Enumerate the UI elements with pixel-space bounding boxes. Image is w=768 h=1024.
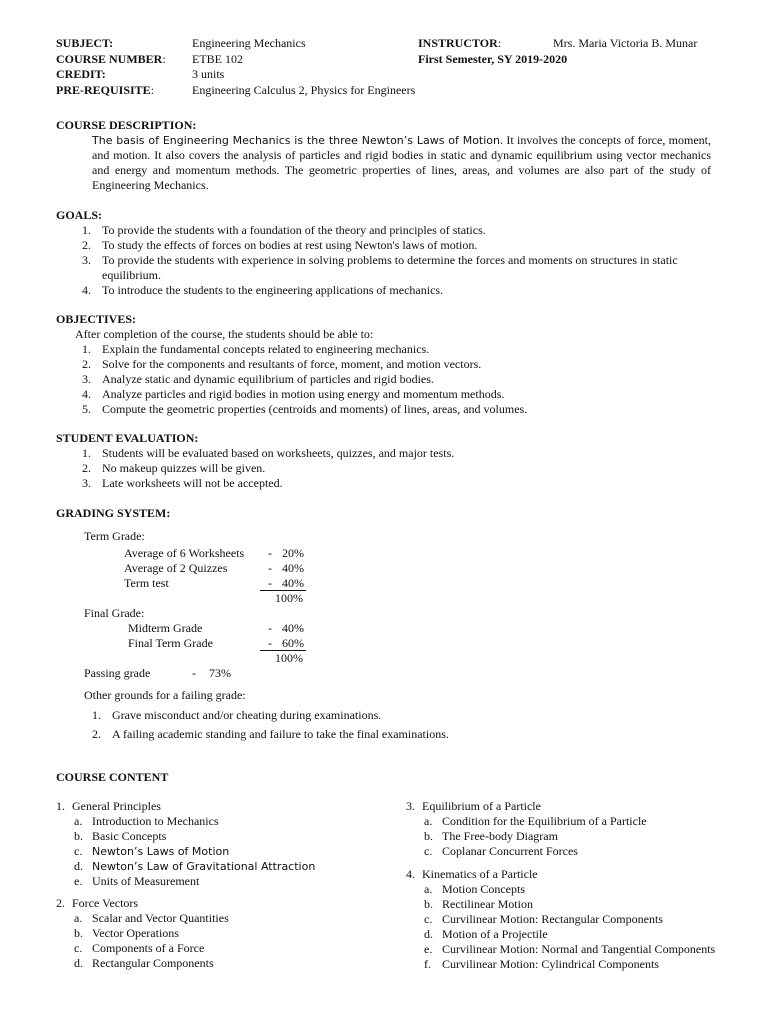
instructor-value: Mrs. Maria Victoria B. Munar xyxy=(553,36,698,50)
topic-title: Equilibrium of a Particle xyxy=(422,799,541,813)
topic-title-row xyxy=(56,896,386,911)
list-item xyxy=(82,461,712,476)
passing-grade-dash: - xyxy=(192,666,196,680)
subtopic-item xyxy=(406,829,726,844)
subtopic-letter: c. xyxy=(424,912,433,926)
subtopic-text: Condition for the Equilibrium of a Particle xyxy=(442,814,647,828)
subtopic-item xyxy=(56,941,386,956)
topic-number: 1. xyxy=(56,799,65,813)
subtopic-letter: d. xyxy=(74,956,83,970)
subtopic-text: Vector Operations xyxy=(92,926,179,940)
topic-title: Force Vectors xyxy=(72,896,139,910)
list-item xyxy=(82,387,712,402)
objectives-heading: OBJECTIVES: xyxy=(56,312,137,326)
content-heading: COURSE CONTENT xyxy=(56,770,169,784)
subtopic-item xyxy=(56,874,386,889)
term-item-pct: 20% xyxy=(282,546,304,560)
subtopic-letter: d. xyxy=(74,859,83,873)
subject-label: SUBJECT: xyxy=(56,36,114,50)
subtopic-letter: b. xyxy=(74,829,83,843)
subtopic-letter: d. xyxy=(424,927,433,941)
list-item-text: Late worksheets will not be accepted. xyxy=(102,476,283,490)
subtopic-letter: a. xyxy=(74,814,83,828)
subject-value: Engineering Mechanics xyxy=(192,36,306,50)
topic-number: 2. xyxy=(56,896,65,910)
course-number-label-group xyxy=(56,52,166,67)
topic-general-principles xyxy=(56,799,386,889)
list-item-number: 5. xyxy=(82,402,91,416)
subtopic-item xyxy=(406,957,726,972)
subtopic-text: Introduction to Mechanics xyxy=(92,814,219,828)
description-rest: . It involves the concepts of force, moment, and motion. It also covers the analysis of particles and rigid bodies in static and dynamic equilibrium using vector mechanics and energy and momentum methods. The geometric properties of lines, areas, and volumes are also part of the study of Engineering Mechanics. xyxy=(92,133,711,192)
course-number-colon: : xyxy=(162,52,166,66)
list-item xyxy=(82,342,712,357)
list-item-number: 2. xyxy=(82,238,91,252)
instructor-colon: : xyxy=(497,36,502,50)
passing-grade-label: Passing grade xyxy=(84,666,151,680)
topic-title: General Principles xyxy=(72,799,161,813)
final-item-pct: 60% xyxy=(282,636,304,650)
credit-value: 3 units xyxy=(192,67,225,81)
topic-force-vectors xyxy=(56,896,386,971)
subtopic-letter: a. xyxy=(424,882,433,896)
subtopic-text: Newton’s Laws of Motion xyxy=(92,845,230,858)
subtopic-text: Motion Concepts xyxy=(442,882,525,896)
failing-intro: Other grounds for a failing grade: xyxy=(84,688,246,702)
subtopic-letter: e. xyxy=(74,874,83,888)
list-item-text: Compute the geometric properties (centroids and moments) of lines, areas, and volumes. xyxy=(102,402,528,416)
subtopic-text: Curvilinear Motion: Cylindrical Components xyxy=(442,957,659,971)
list-item-text: To provide the students with experience in solving problems to determine the forces and moments on structures in static equilibrium. xyxy=(102,253,678,282)
prereq-colon: : xyxy=(150,83,155,97)
list-item-text: Solve for the components and resultants of force, moment, and motion vectors. xyxy=(102,357,482,371)
subtopic-item xyxy=(56,844,386,859)
subtopic-text: Scalar and Vector Quantities xyxy=(92,911,229,925)
term-item-dash: - xyxy=(268,561,272,575)
subtopic-item xyxy=(406,844,726,859)
list-item-number: 1. xyxy=(92,708,101,722)
topic-number: 4. xyxy=(406,867,415,881)
passing-grade-value: 73% xyxy=(209,666,231,680)
final-item-dash: - xyxy=(268,636,272,650)
list-item-number: 3. xyxy=(82,253,91,267)
list-item-text: To provide the students with a foundation of the theory and principles of statics. xyxy=(102,223,486,237)
subtopic-letter: f. xyxy=(424,957,431,971)
list-item-number: 1. xyxy=(82,342,91,356)
subtopic-item xyxy=(406,897,726,912)
subtopic-text: The Free-body Diagram xyxy=(442,829,558,843)
objectives-intro: After completion of the course, the students should be able to: xyxy=(75,327,374,341)
subtopic-text: Curvilinear Motion: Normal and Tangential Components xyxy=(442,942,716,956)
evaluation-list xyxy=(82,446,712,491)
subtopic-item xyxy=(56,859,386,874)
subtopic-letter: a. xyxy=(74,911,83,925)
list-item xyxy=(82,357,712,372)
list-item xyxy=(92,708,692,723)
list-item-text: Explain the fundamental concepts related to engineering mechanics. xyxy=(102,342,430,356)
topic-number: 3. xyxy=(406,799,415,813)
subtopic-text: Rectilinear Motion xyxy=(442,897,533,911)
topic-title-row xyxy=(406,799,726,814)
list-item-number: 4. xyxy=(82,387,91,401)
list-item xyxy=(82,372,712,387)
list-item-number: 2. xyxy=(92,727,101,741)
topic-title-row xyxy=(56,799,386,814)
goals-list xyxy=(82,223,712,298)
list-item-number: 2. xyxy=(82,357,91,371)
final-total: 100% xyxy=(275,651,303,665)
subtopic-text: Curvilinear Motion: Rectangular Components xyxy=(442,912,663,926)
subtopic-letter: b. xyxy=(424,829,433,843)
list-item xyxy=(82,238,712,253)
list-item-text: Analyze particles and rigid bodies in motion using energy and momentum methods. xyxy=(102,387,505,401)
subtopic-text: Newton’s Law of Gravitational Attraction xyxy=(92,860,316,873)
term-item-dash: - xyxy=(268,546,272,560)
list-item-text: Analyze static and dynamic equilibrium of particles and rigid bodies. xyxy=(102,372,434,386)
list-item-number: 3. xyxy=(82,372,91,386)
grading-heading: GRADING SYSTEM: xyxy=(56,506,171,520)
subtopic-item xyxy=(56,926,386,941)
subtopic-item xyxy=(56,956,386,971)
subtopic-text: Basic Concepts xyxy=(92,829,167,843)
instructor-label: INSTRUCTOR xyxy=(418,36,498,50)
list-item xyxy=(82,223,712,238)
description-heading: COURSE DESCRIPTION: xyxy=(56,118,197,132)
subtopic-item xyxy=(406,882,726,897)
topic-title-row xyxy=(406,867,726,882)
failing-list xyxy=(92,708,692,746)
objectives-list xyxy=(82,342,712,417)
subtopic-letter: a. xyxy=(424,814,433,828)
final-item-label: Final Term Grade xyxy=(128,636,213,650)
subtopic-letter: e. xyxy=(424,942,433,956)
term-item-label: Average of 2 Quizzes xyxy=(124,561,228,575)
list-item-number: 2. xyxy=(82,461,91,475)
term-item-pct: 40% xyxy=(282,576,304,590)
term-item-label: Term test xyxy=(124,576,169,590)
list-item-text: To study the effects of forces on bodies at rest using Newton's laws of motion. xyxy=(102,238,478,252)
subtopic-text: Motion of a Projectile xyxy=(442,927,548,941)
subtopic-letter: b. xyxy=(74,926,83,940)
final-grade-label: Final Grade: xyxy=(84,606,145,620)
list-item xyxy=(82,253,712,283)
subtopic-letter: b. xyxy=(424,897,433,911)
term-item-pct: 40% xyxy=(282,561,304,575)
description-paragraph xyxy=(92,133,711,193)
course-number-label: COURSE NUMBER xyxy=(56,52,163,66)
list-item xyxy=(82,283,712,298)
prereq-label: PRE-REQUISITE xyxy=(56,83,151,97)
subtopic-text: Units of Measurement xyxy=(92,874,200,888)
description-lead: The basis of Engineering Mechanics is the three Newton’s Laws of Motion xyxy=(92,134,500,147)
topic-title: Kinematics of a Particle xyxy=(422,867,538,881)
subtopic-text: Components of a Force xyxy=(92,941,205,955)
subtopic-item xyxy=(406,942,726,957)
list-item-text: Students will be evaluated based on worksheets, quizzes, and major tests. xyxy=(102,446,455,460)
final-item-label: Midterm Grade xyxy=(128,621,203,635)
subtopic-letter: c. xyxy=(74,941,83,955)
semester: First Semester, SY 2019-2020 xyxy=(418,52,568,66)
term-total: 100% xyxy=(275,591,303,605)
course-number-value: ETBE 102 xyxy=(192,52,243,66)
list-item-text: A failing academic standing and failure to take the final examinations. xyxy=(112,727,449,741)
evaluation-heading: STUDENT EVALUATION: xyxy=(56,431,199,445)
list-item xyxy=(82,402,712,417)
list-item-text: Grave misconduct and/or cheating during examinations. xyxy=(112,708,382,722)
subtopic-text: Rectangular Components xyxy=(92,956,214,970)
subtopic-text: Coplanar Concurrent Forces xyxy=(442,844,578,858)
subtopic-item xyxy=(56,911,386,926)
subtopic-item xyxy=(406,814,726,829)
list-item xyxy=(82,476,712,491)
subtopic-item xyxy=(56,829,386,844)
goals-heading: GOALS: xyxy=(56,208,103,222)
instructor-label-group xyxy=(418,36,501,51)
list-item-text: No makeup quizzes will be given. xyxy=(102,461,266,475)
prereq-value: Engineering Calculus 2, Physics for Engineers xyxy=(192,83,416,97)
topic-kinematics-particle xyxy=(406,867,726,972)
subtopic-letter: c. xyxy=(424,844,433,858)
final-item-pct: 40% xyxy=(282,621,304,635)
final-item-dash: - xyxy=(268,621,272,635)
list-item xyxy=(82,446,712,461)
list-item xyxy=(92,727,692,742)
topic-equilibrium-particle xyxy=(406,799,726,859)
list-item-number: 1. xyxy=(82,223,91,237)
subtopic-letter: c. xyxy=(74,844,83,858)
list-item-number: 4. xyxy=(82,283,91,297)
prereq-label-group xyxy=(56,83,154,98)
credit-label: CREDIT: xyxy=(56,67,106,81)
term-item-label: Average of 6 Worksheets xyxy=(124,546,245,560)
subtopic-item xyxy=(406,912,726,927)
list-item-number: 1. xyxy=(82,446,91,460)
term-item-dash: - xyxy=(268,576,272,590)
list-item-text: To introduce the students to the engineering applications of mechanics. xyxy=(102,283,444,297)
subtopic-item xyxy=(406,927,726,942)
subtopic-item xyxy=(56,814,386,829)
term-grade-label: Term Grade: xyxy=(84,529,145,543)
list-item-number: 3. xyxy=(82,476,91,490)
